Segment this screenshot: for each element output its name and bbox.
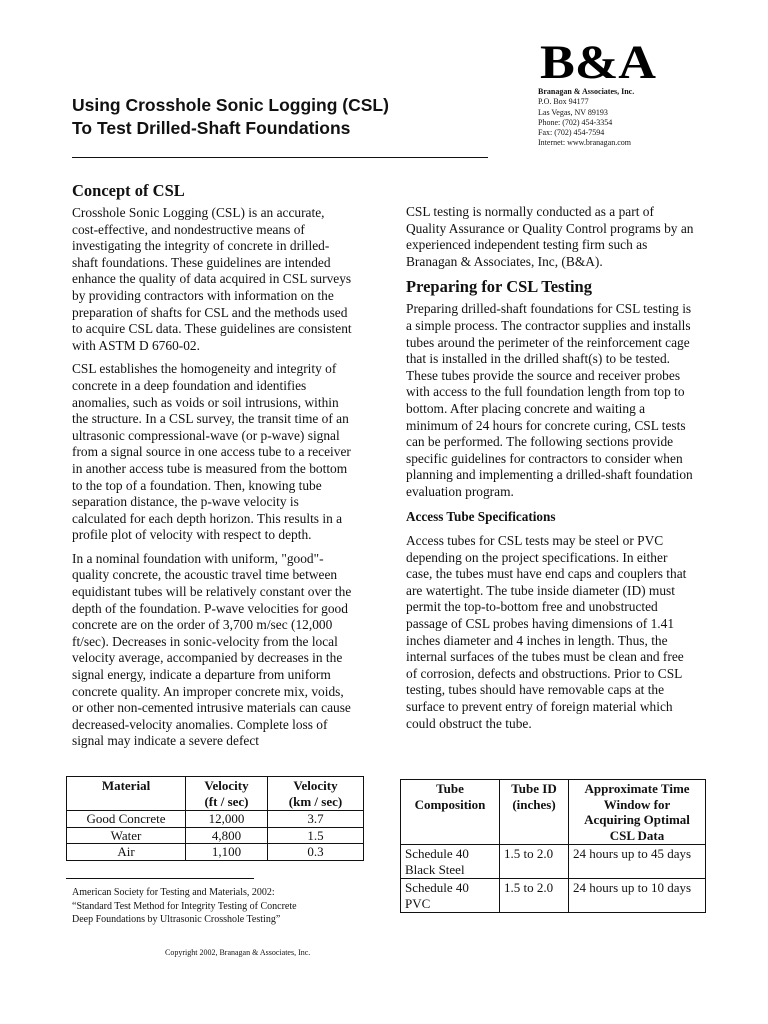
table-cell: 4,800 [186,827,268,844]
table-cell: 1,100 [186,844,268,861]
copyright-notice: Copyright 2002, Branagan & Associates, Inc. [165,948,311,957]
preparing-paragraph: Preparing drilled-shaft foundations for CSL testing is a simple process. The contractor supplies and installs tubes around the perimeter of the reinforcement cage that is installed in the drilled shaft(s) to be tested. These tubes provide the source and receiver probes with access to the full foundation length from top to bottom. After placing concrete and waiting a minimum of 24 hours for concrete curing, CSL tests can be performed. The following sections provide specific guidelines for contractors to consider when planning and implementing a drilled-shaft foundation evaluation program. [406,301,693,499]
tube-table-header: Tube Composition [401,780,500,845]
title-line-1: Using Crosshole Sonic Logging (CSL) [72,95,389,115]
table-row [401,845,706,879]
company-name: Branagan & Associates, Inc. [538,87,635,96]
table-cell: Water [67,827,186,844]
left-column [72,181,352,757]
table-cell: Schedule 40 PVC [401,879,500,913]
footnote-divider [66,878,254,879]
concept-heading: Concept of CSL [72,181,185,200]
table-cell: 3.7 [267,811,363,828]
concept-paragraph-1: Crosshole Sonic Logging (CSL) is an accurate, cost-effective, and nondestructive means of investigating the integrity of concrete in drilled-shaft foundations. These guidelines are intended enhance the quality of data acquired in CSL surveys by providing contractors with information on the preparation of shafts for CSL and the methods used to acquire CSL data. These guidelines are consistent with ASTM D 6760-02. [72,205,352,353]
company-po-box: P.O. Box 94177 [538,97,589,107]
table-row [401,879,706,913]
table-cell: Good Concrete [67,811,186,828]
right-column [406,204,696,739]
table-cell: Schedule 40 Black Steel [401,845,500,879]
concept-paragraph-2: CSL establishes the homogeneity and integrity of concrete in a deep foundation and identifies anomalies, such as voids or soil intrusions, within the structure. In a CSL survey, the transit time of an ultrasonic compressional-wave (or p-wave) signal from a signal source in one access tube to a receiver in another access tube is measured from the bottom to the top of a foundation. Then, knowing tube separation distance, the p-wave velocity is calculated for each depth horizon. This results in a profile plot of velocity with respect to depth. [72,361,351,543]
velocity-table-header: Velocity (ft / sec) [186,777,268,811]
company-fax: Fax: (702) 454-7594 [538,128,605,138]
company-logo [538,38,658,82]
document-title [72,94,492,140]
access-tube-heading: Access Tube Specifications [406,508,556,524]
tube-table-header: Tube ID (inches) [500,780,569,845]
company-internet: Internet: www.branagan.com [538,138,631,148]
velocity-table-header: Velocity (km / sec) [267,777,363,811]
velocity-table [66,776,364,861]
table-cell: 1.5 [267,827,363,844]
table-cell: 1.5 to 2.0 [500,879,569,913]
table-cell: 12,000 [186,811,268,828]
tube-table-header: Approximate Time Window for Acquiring Optimal CSL Data [569,780,706,845]
table-cell: Air [67,844,186,861]
table-cell: 1.5 to 2.0 [500,845,569,879]
title-line-2: To Test Drilled-Shaft Foundations [72,118,351,138]
company-city: Las Vegas, NV 89193 [538,107,608,117]
footnote-line-1: American Society for Testing and Materials, 2002: [72,887,275,898]
preparing-heading: Preparing for CSL Testing [406,277,592,297]
table-cell: 24 hours up to 10 days [569,879,706,913]
title-divider [72,157,488,158]
table-row [67,811,364,828]
concept-paragraph-3: In a nominal foundation with uniform, "good"-quality concrete, the acoustic travel time between equidistant tubes will be relatively constant over the depth of the foundation. P-wave velocities for good concrete are on the order of 3,700 m/sec (12,000 ft/sec). Decreases in sonic-velocity from the local velocity average, accompanied by decreases in the signal energy, indicate a departure from uniform concrete quality. An improper concrete mix, voids, or other non-cemented intrusive materials can cause decreased-velocity anomalies. Complete loss of signal may indicate a severe defect [72,550,352,749]
table-row [67,844,364,861]
svg-text:B&A: B&A [540,38,657,82]
table-cell: 24 hours up to 45 days [569,845,706,879]
velocity-table-header: Material [67,777,186,811]
qa-paragraph: CSL testing is normally conducted as a part of Quality Assurance or Quality Control programs by an experienced independent testing firm such as Branagan & Associates, Inc, (B&A). [406,204,694,269]
footnote [72,886,372,927]
access-tube-paragraph: Access tubes for CSL tests may be steel or PVC depending on the project specifications. In either case, the tubes must have end caps and couplers that are watertight. The tube inside diameter (ID) must permit the top-to-bottom free and unobstructed passage of CSL probes having dimensions of 1.41 inches diameter and 4 inches in length. Thus, the internal surfaces of the tubes must be clean and free of corrosion, defects and obstructions. Prior to CSL testing, tubes should have removable caps at the surface to prevent entry of foreign material which could obstruct the tube. [406,533,687,731]
footnote-line-3: Deep Foundations by Ultrasonic Crosshole Testing” [72,914,281,925]
table-cell: 0.3 [267,844,363,861]
table-row [67,827,364,844]
tube-composition-table [400,779,706,913]
company-contact-block [538,87,634,149]
footnote-line-2: “Standard Test Method for Integrity Testing of Concrete [72,900,297,912]
company-phone: Phone: (702) 454-3354 [538,117,613,127]
